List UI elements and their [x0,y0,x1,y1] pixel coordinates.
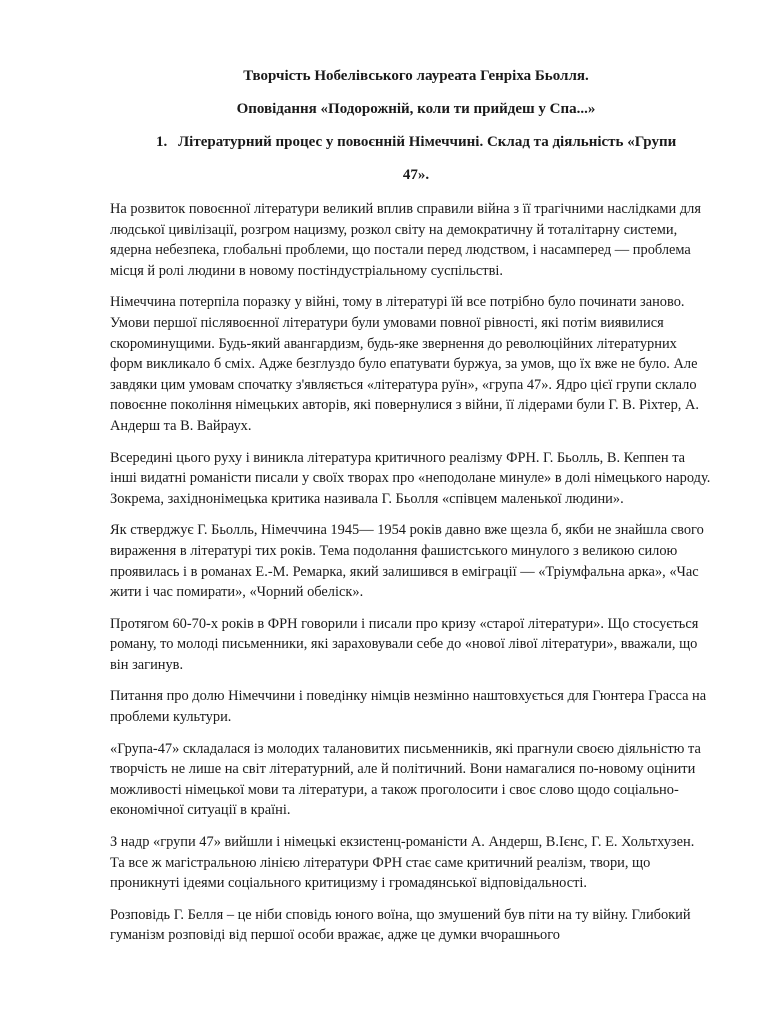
paragraph: Питання про долю Німеччини і поведінку німців незмінно наштовхується для Гюнтера Грасса на проблеми культури. [110,688,707,726]
paragraph: Розповідь Г. Белля – це ніби сповідь юного воїна, що змушений був піти на ту війну. Глибокий гуманізм розповіді від першої особи вражає, адже це думки вчорашнього [110,906,691,944]
paragraph: Протягом 60-70-х років в ФРН говорили і писали про кризу «старої літератури». Що стосується роману, то молоді письменники, які зараховували себе до «нової лівої літератури», вважали, що він загинув. [110,615,699,673]
paragraph: На розвиток повоєнної літератури великий вплив справили війна з її трагічними наслідками для людської цивілізації, розгром нацизму, розкол світу на демократичну й тоталітарну системи, ядерна небезпека, глобальні проблеми, що постали перед людством, і насамперед — проблема місця й ролі людини в новому постіндустріальному суспільстві. [110,201,701,279]
document-title: Творчість Нобелівського лауреата Генріха Бьолля. [243,68,589,84]
paragraph: Німеччина потерпіла поразку у війні, тому в літературі їй все потрібно було починати заново. Умови першої післявоєнної літератури були умовами повної рівності, які потім виявилися скороминущими. Будь-який авангардизм, будь-яке звернення до революційних літературних форм викликало б сміх. Адже безглуздо було епатувати буржуа, за умов, що їх вже не було. Але завдяки цим умовам спочатку з'являється «література руїн», «група 47». Ядро цієї групи склало повоєнне покоління німецьких авторів, які повернулися з війни, її лідерами були Г. В. Ріхтер, А. Андерш та В. Вайраух. [110,294,699,434]
section-number: 1. [156,134,168,150]
section-heading-tail: 47». [402,167,430,183]
paragraph: Як стверджує Г. Бьолль, Німеччина 1945— 1954 років давно вже щезла б, якби не знайшла свого вираження в літературі тих років. Тема подолання фашистського минулого з великою силою проявилась і в романах Е.-М. Ремарка, який залишився в еміграції — «Тріумфальна арка», «Час жити і час помирати», «Чорний обеліск». [110,522,704,601]
paragraph: «Група-47» складалася із молодих талановитих письменників, які прагнули своєю діяльністю та творчість не лише на світ літературний, але й політичний. Вони намагалися по-новому оцінити можливості німецької мови та літератури, а також проголосити і своє слово щодо соціально-економічної ситуації в країні. [110,740,701,819]
paragraph: Всередині цього руху і виникла література критичного реалізму ФРН. Г. Бьолль, В. Кеппен та інші видатні романісти писали у своїх творах про «неподолане минуле» в долі німецького народу. Зокрема, західнонімецька критика називала Г. Бьолля «співцем маленької людини». [110,449,711,507]
section-heading-text: Літературний процес у повоєнній Німеччині. Склад та діяльність «Групи [178,134,677,150]
document-subtitle: Оповідання «Подорожній, коли ти прийдеш у Спа...» [236,101,596,117]
paragraph: З надр «групи 47» вийшли і німецькі екзистенц-романісти А. Андерш, В.Ієнс, Г. Е. Хольтхузен. Та все ж магістральною лінією літератури ФРН стає саме критичний реалізм, твори, що проникнуті ідеями соціального критицизму і громадянської відповідальності. [110,834,695,892]
section-heading [110,132,712,152]
